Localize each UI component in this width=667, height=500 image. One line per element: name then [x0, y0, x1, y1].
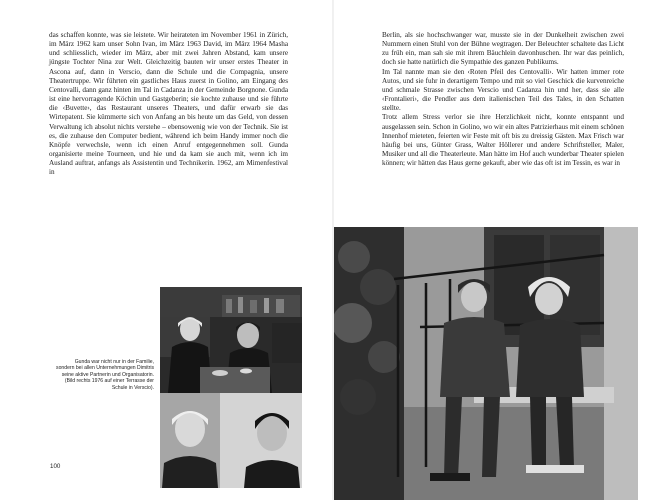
photo-couple-at-table-image [160, 287, 302, 393]
photo-couple-portraits [160, 393, 302, 488]
right-page-paragraph: Im Tal nannte man sie den ‹Roten Pfeil des Centovalli›. Wir hatten immer rote Autos, und sie fuhr in derartigem Tempo und mit so viel Geschick die kurvenreiche und schmale Strasse zwischen Verscio und Cadanza hin und her, dass sie alle ‹Frontalieri›, die Pendler aus dem italienischen Teil des Tales, in den Schatten stellte. [382, 67, 624, 113]
photo-couple-at-table [160, 287, 302, 393]
right-page-text [382, 31, 624, 168]
photo-couple-on-terrace [334, 227, 638, 500]
photo-caption: Gunda war nicht nur in der Familie, sondern bei allen Unternehmungen Dimitris seine aktive Partnerin und Organisatorin. (Bild rechts 1976 auf einer Terrasse der Schule in Verscio). [56, 359, 154, 391]
left-page-paragraph: das schaffen konnte, was sie leistete. Wir heirateten im November 1961 in Zürich, im März 1962 kam unser Sohn Ivan, im März 1963 David, im März 1964 Masha und schliesslich, wieder im März, aber mit zwei Jahren Abstand, kam unsere jüngste Tochter Nina zur Welt. Gleichzeitig bauten wir unser erstes Theater in Ascona auf, dann in Verscio, dann die Schule und die Compagnia, unsere Theatertruppe. Wir führten ein gastliches Haus zuerst in Golino, am Eingang des Centovalli, dann ganz hinten im Tal in Cadanza in der Gemeinde Borgnone. Gunda ist eine hervorragende Köchin und Gastgeberin; sie kochte zuhause und sie führte die ‹Buvette›, das Restaurant unseres Theaters, und dafür erwarb sie das Wirtepatent. Sie kümmerte sich von Anfang an bis heute um das Geld, von dessen Verwaltung ich absolut nichts verstehe – ebensowenig wie von der Technik. Sie ist es, die zuhause den Computer bedient, während ich beim Handy immer noch die Knöpfe verwechsle, wenn ich einen Anruf entgegennehmen soll. Gunda organisierte meine Tourneen, und hie und da kam sie auch mit, wenn ich im Ausland auftrat, anfangs als Assistentin und Technikerin. 1962, am Mimenfestival in [49, 31, 288, 177]
photo-couple-portraits-image [160, 393, 302, 488]
page-number: 100 [50, 463, 61, 470]
photo-couple-on-terrace-image [334, 227, 638, 500]
right-page-paragraph: Berlin, als sie hochschwanger war, musste sie in der Dunkelheit zwischen zwei Nummern einen Stuhl von der Bühne wegtragen. Der Beleuchter schaltete das Licht zu früh ein, man sah sie mit ihrem Bäuchlein davonhuschen. Ihr war das peinlich, doch sie hatte natürlich die Sympathie des ganzen Publikums. [382, 31, 624, 67]
right-page-paragraph: Trotz allem Stress verlor sie ihre Herzlichkeit nicht, konnte entspannt und ausgelassen sein. Schon in Golino, wo wir ein altes Patrizierhaus mit einem schönen Innenhof mieteten, feierten wir Feste mit oft bis zu dreissig Gästen. Max Frisch war häufig bei uns, Günter Grass, Walter Höllerer und andere Schriftsteller, Maler, Musiker und all die Theaterleute. Man hätte im Hof auch wunderbar Theater spielen können; wir hätten das Haus gerne gekauft, aber wie das oft ist im Tessin, es war in [382, 113, 624, 168]
left-page-text [49, 31, 288, 178]
